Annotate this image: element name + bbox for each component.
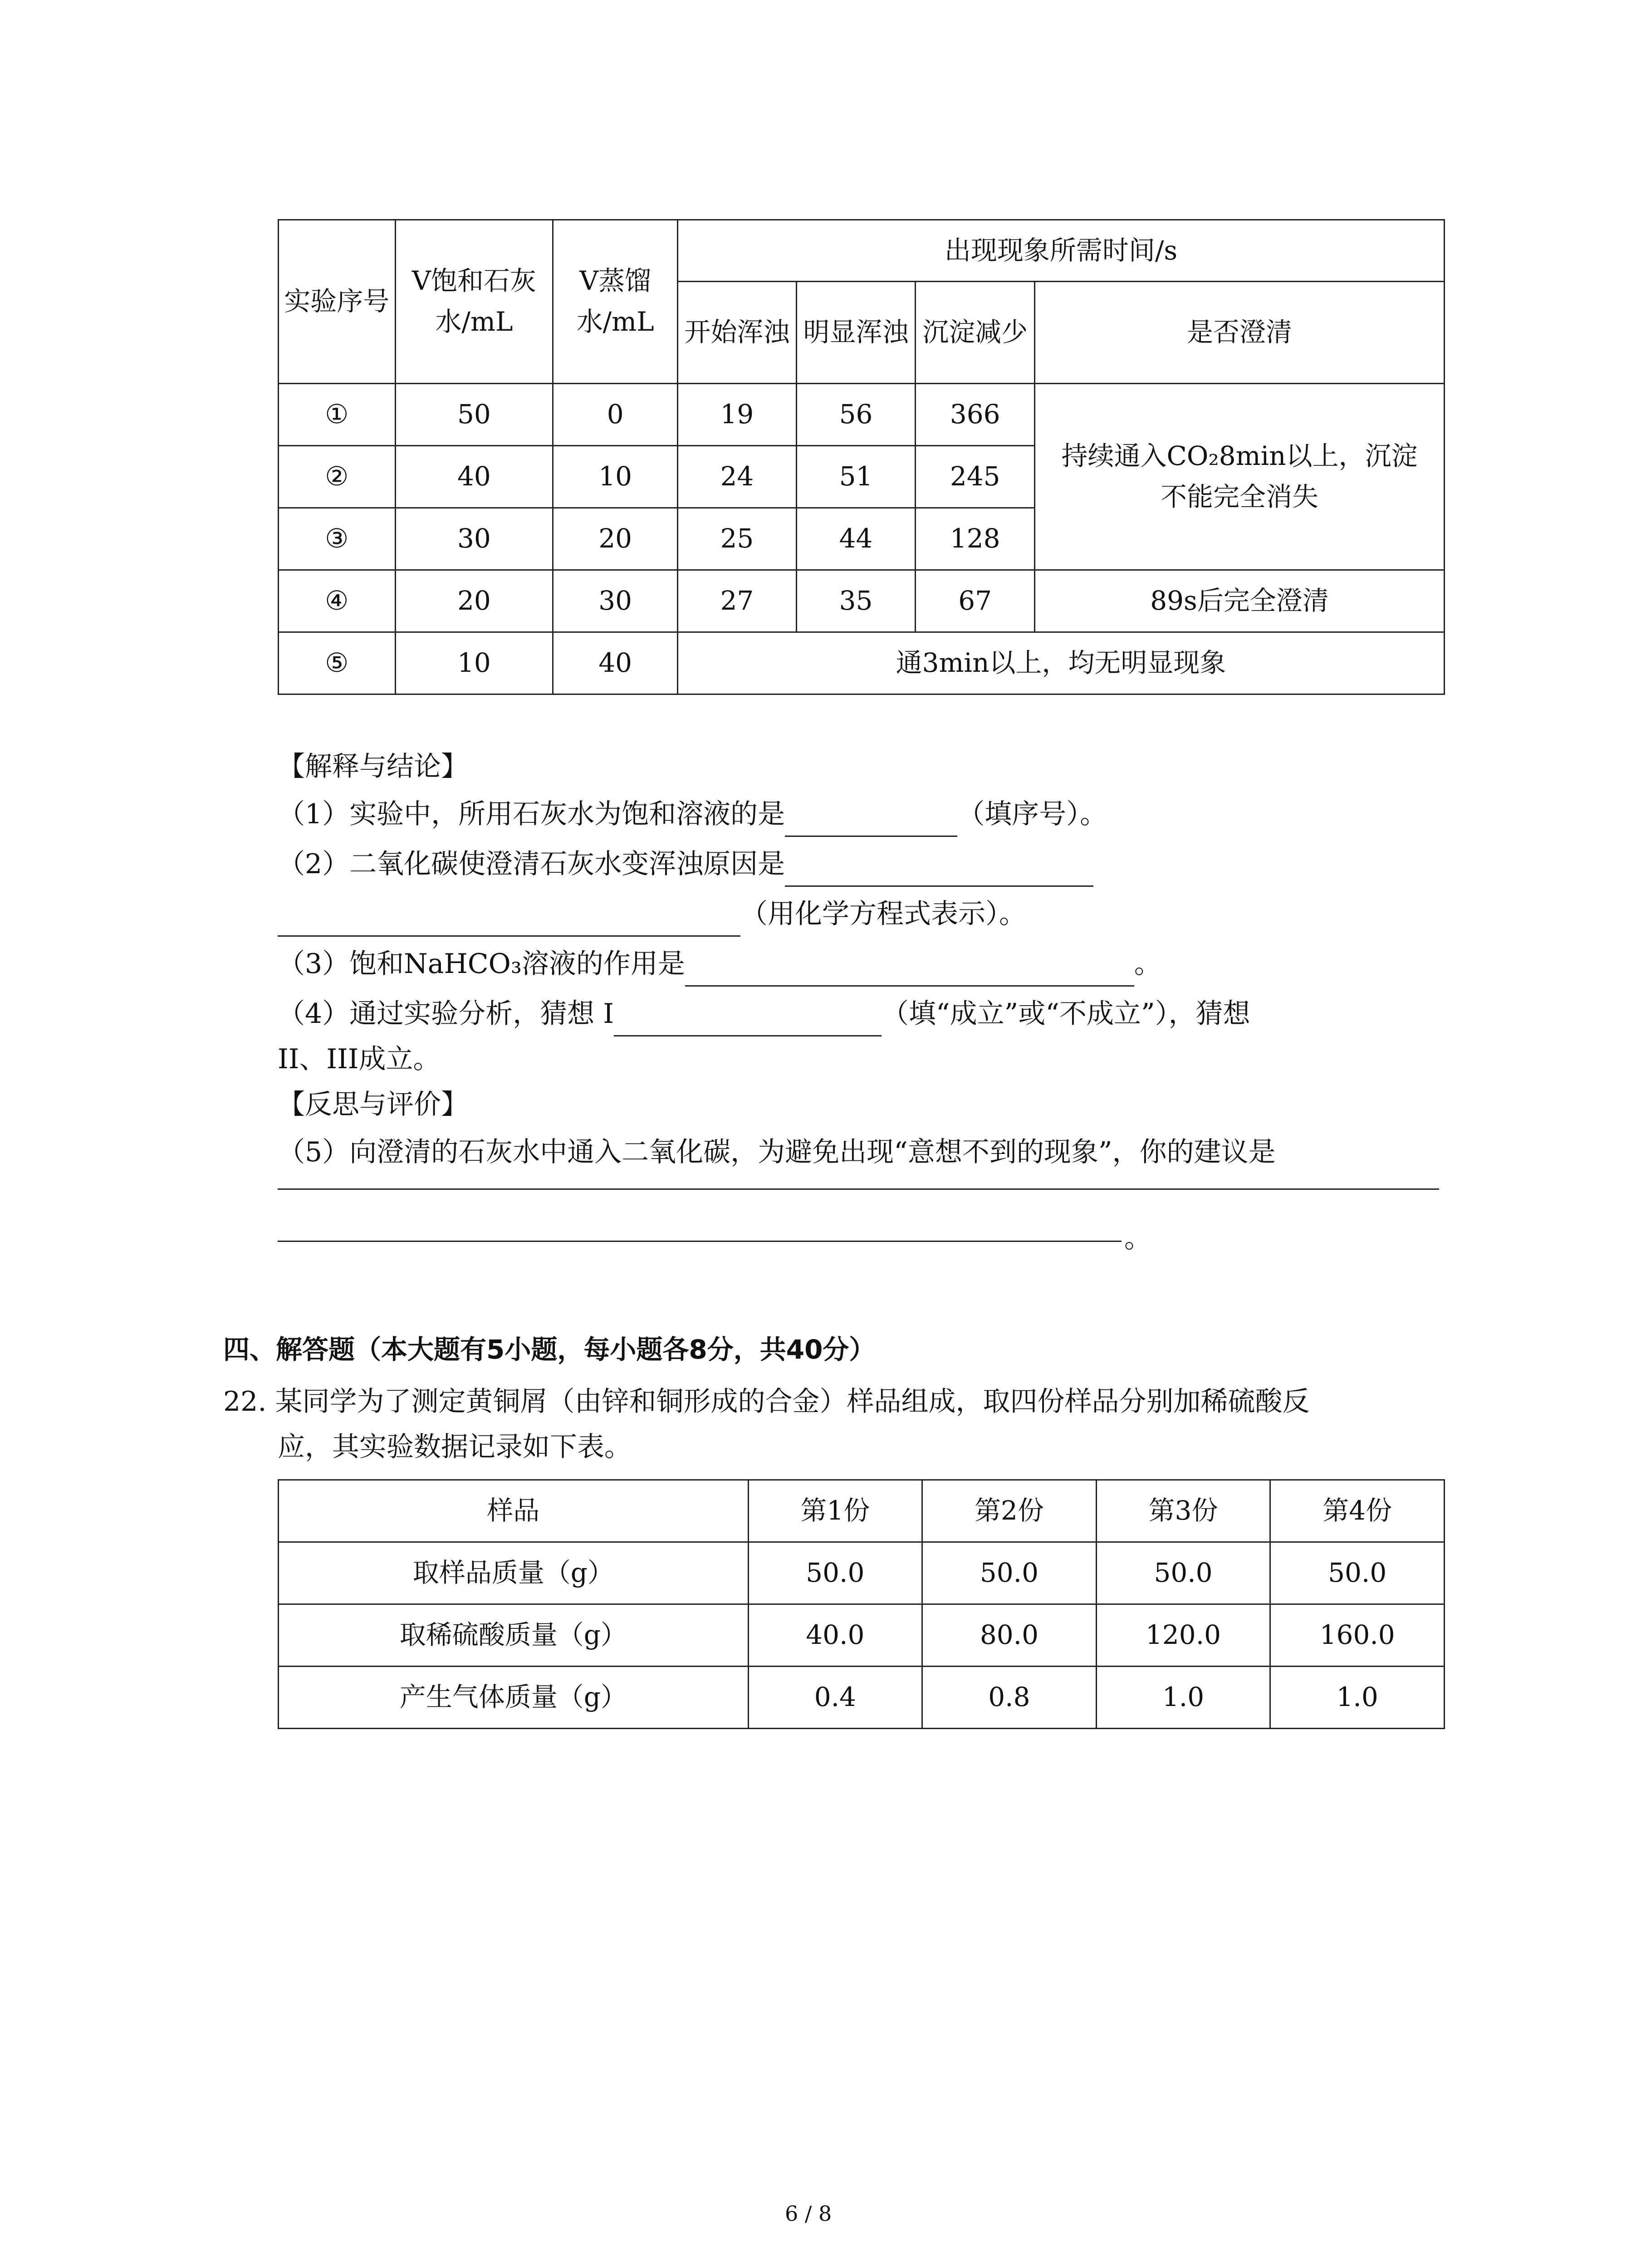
header-seq: 实验序号 [279,220,396,384]
answer-blank-2a[interactable] [785,853,1093,887]
cell-value: 40.0 [748,1604,922,1667]
header-v-lime: V饱和石灰水/mL [395,220,553,384]
question-5-tail: 。 [1124,1222,1151,1254]
sample-table [278,1479,1445,1729]
cell-seq: ③ [279,508,396,570]
cell-t3: 245 [916,446,1035,508]
table-header-row [279,1480,1445,1542]
question-1-text: （1）实验中，所用石灰水为饱和溶液的是 [278,798,785,830]
cell-t2: 44 [796,508,916,570]
table-row [279,384,1445,446]
header-obvious: 明显浑浊 [796,282,916,384]
cell-seq: ⑤ [279,632,396,694]
cell-value: 50.0 [1096,1542,1270,1604]
part4-title: 四、解答题（本大题有5小题，每小题各8分，共40分） [223,1334,876,1365]
cell-t1: 19 [678,384,797,446]
cell-v2: 10 [553,446,678,508]
question-4-line2: II、III成立。 [278,1043,441,1075]
question-2-line2 [278,891,1026,937]
cell-v2: 20 [553,508,678,570]
cell-seq: ① [279,384,396,446]
question-3-text: （3）饱和NaHCO₃溶液的作用是 [278,948,685,980]
header-part-2: 第2份 [922,1480,1097,1542]
cell-v2: 0 [553,384,678,446]
cell-value: 80.0 [922,1604,1097,1667]
question-1 [278,792,1107,837]
answer-blank-3[interactable] [685,953,1134,987]
cell-t2: 56 [796,384,916,446]
header-part-1: 第1份 [748,1480,922,1542]
table-row [279,570,1445,632]
question-22-line2: 应，其实验数据记录如下表。 [278,1431,632,1463]
header-part-4: 第4份 [1270,1480,1445,1542]
answer-blank-5a[interactable] [278,1188,1439,1190]
cell-v1: 10 [395,632,553,694]
question-2-tail: （用化学方程式表示）。 [740,898,1026,930]
experiment-table [278,219,1445,695]
cell-clear-merged: 持续通入CO₂8min以上，沉淀不能完全消失 [1035,384,1445,570]
answer-blank-4[interactable] [614,1002,882,1036]
cell-value: 50.0 [1270,1542,1445,1604]
cell-v1: 30 [395,508,553,570]
question-4 [278,991,1250,1036]
header-v-water: V蒸馏水/mL [553,220,678,384]
cell-t3: 128 [916,508,1035,570]
cell-value: 1.0 [1096,1667,1270,1729]
cell-value: 50.0 [748,1542,922,1604]
cell-clear-4: 89s后完全澄清 [1035,570,1445,632]
table-row [279,1667,1445,1729]
cell-t1: 25 [678,508,797,570]
page-number: 6 / 8 [785,2201,832,2226]
question-22-line1: 22. 某同学为了测定黄铜屑（由锌和铜形成的合金）样品组成，取四份样品分别加稀硫酸反 [223,1386,1310,1418]
section-reflect: 【反思与评价】 [278,1089,468,1120]
table-row [279,632,1445,694]
question-5: （5）向澄清的石灰水中通入二氧化碳，为避免出现“意想不到的现象”，你的建议是 [278,1136,1276,1168]
cell-v2: 30 [553,570,678,632]
question-4-tail: （填“成立”或“不成立”），猜想 [881,998,1250,1030]
cell-value: 1.0 [1270,1667,1445,1729]
cell-seq: ④ [279,570,396,632]
answer-blank-5b[interactable] [278,1241,1122,1242]
question-3 [278,941,1161,987]
question-1-tail: （填序号）。 [957,798,1107,830]
header-clear: 是否澄清 [1035,282,1445,384]
cell-v2: 40 [553,632,678,694]
question-2-text: （2）二氧化碳使澄清石灰水变浑浊原因是 [278,848,785,880]
cell-value: 160.0 [1270,1604,1445,1667]
cell-value: 120.0 [1096,1604,1270,1667]
table-row [279,1542,1445,1604]
header-sample: 样品 [279,1480,749,1542]
cell-value: 50.0 [922,1542,1097,1604]
section-explain: 【解释与结论】 [278,751,468,782]
cell-value: 0.8 [922,1667,1097,1729]
header-begin: 开始浑浊 [678,282,797,384]
question-4-text: （4）通过实验分析，猜想 I [278,998,614,1030]
cell-t2: 35 [796,570,916,632]
cell-v1: 40 [395,446,553,508]
row-label: 产生气体质量（g） [279,1667,749,1729]
answer-blank-2b[interactable] [278,903,740,937]
header-time: 出现现象所需时间/s [678,220,1445,282]
cell-merged-5: 通3min以上，均无明显现象 [678,632,1445,694]
answer-blank-1[interactable] [785,803,957,837]
row-label: 取稀硫酸质量（g） [279,1604,749,1667]
question-3-tail: 。 [1134,948,1161,980]
cell-t1: 27 [678,570,797,632]
header-reduce: 沉淀减少 [916,282,1035,384]
cell-v1: 20 [395,570,553,632]
cell-t3: 366 [916,384,1035,446]
cell-t3: 67 [916,570,1035,632]
cell-t2: 51 [796,446,916,508]
header-part-3: 第3份 [1096,1480,1270,1542]
cell-seq: ② [279,446,396,508]
row-label: 取样品质量（g） [279,1542,749,1604]
question-2 [278,841,1093,887]
cell-v1: 50 [395,384,553,446]
table-row [279,1604,1445,1667]
cell-value: 0.4 [748,1667,922,1729]
cell-t1: 24 [678,446,797,508]
